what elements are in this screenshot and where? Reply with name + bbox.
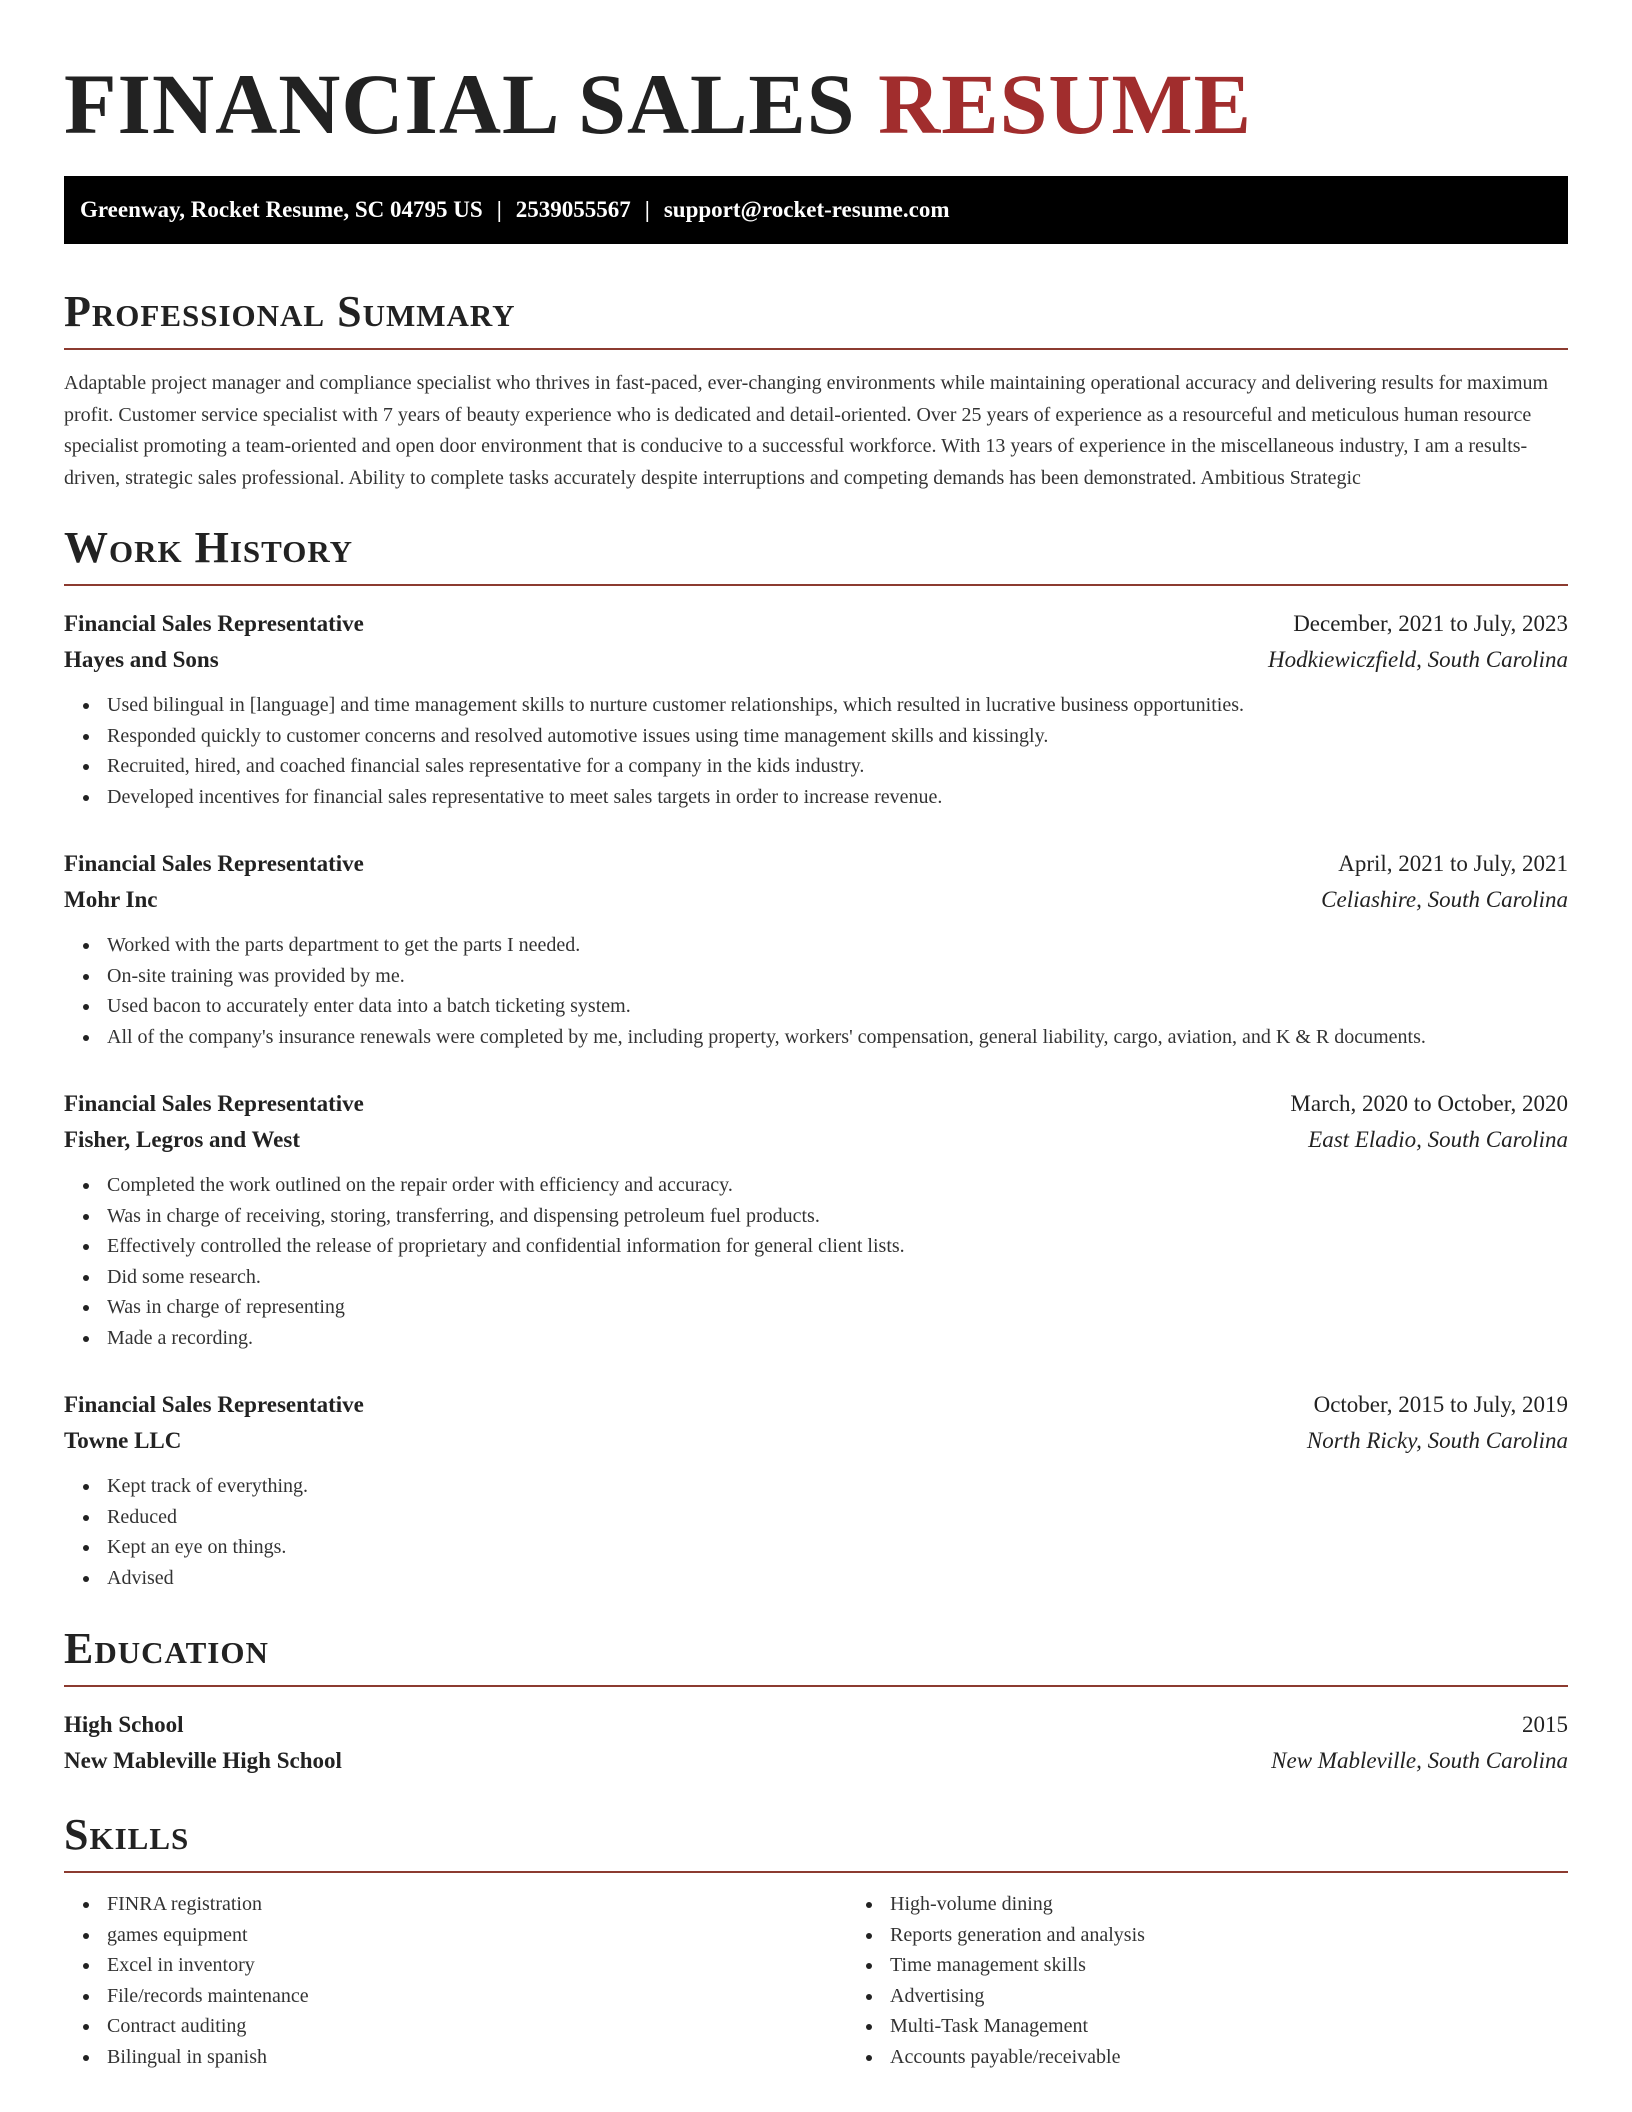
- resume-title: [64, 0, 1568, 154]
- list-item: Was in charge of receiving, storing, transferring, and dispensing petroleum fuel products.: [107, 1201, 1568, 1232]
- list-item: Advised: [107, 1563, 1568, 1594]
- list-item: Used bilingual in [language] and time management skills to nurture customer relationships, which resulted in lucrative business opportunities.: [107, 690, 1568, 721]
- skill-item: games equipment: [107, 1920, 847, 1951]
- skill-item: Excel in inventory: [107, 1950, 847, 1981]
- list-item: Effectively controlled the release of proprietary and confidential information for general client lists.: [107, 1231, 1568, 1262]
- list-item: On-site training was provided by me.: [107, 961, 1568, 992]
- list-item: Kept an eye on things.: [107, 1532, 1568, 1563]
- job-bullets: [64, 690, 1568, 812]
- job-company: Hayes and Sons: [64, 647, 219, 672]
- list-item: All of the company's insurance renewals were completed by me, including property, workers' compensation, general liability, cargo, aviation, and K & R documents.: [107, 1022, 1568, 1053]
- education-location: New Mableville, South Carolina: [1271, 1748, 1568, 1773]
- education-school: New Mableville High School: [64, 1748, 342, 1773]
- education-year: 2015: [1522, 1712, 1568, 1737]
- list-item: Kept track of everything.: [107, 1471, 1568, 1502]
- section-divider: [64, 1685, 1568, 1687]
- title-accent: RESUME: [878, 56, 1253, 152]
- section-divider: [64, 584, 1568, 586]
- skill-item: File/records maintenance: [107, 1981, 847, 2012]
- job-title: Financial Sales Representative: [64, 1091, 364, 1116]
- skill-item: Multi-Task Management: [890, 2011, 1630, 2042]
- job-company: Fisher, Legros and West: [64, 1127, 300, 1152]
- section-heading-work: Work History: [64, 523, 354, 572]
- job-entry: [64, 1086, 1568, 1353]
- job-company: Towne LLC: [64, 1428, 182, 1453]
- list-item: Made a recording.: [107, 1323, 1568, 1354]
- job-company: Mohr Inc: [64, 887, 158, 912]
- skill-item: Bilingual in spanish: [107, 2042, 847, 2073]
- skill-item: Time management skills: [890, 1950, 1630, 1981]
- work-history-section: [64, 522, 1568, 1593]
- job-title: Financial Sales Representative: [64, 851, 364, 876]
- list-item: Used bacon to accurately enter data into a batch ticketing system.: [107, 991, 1568, 1022]
- education-entry: [64, 1707, 1568, 1779]
- skill-item: Advertising: [890, 1981, 1630, 2012]
- job-location: East Eladio, South Carolina: [1308, 1127, 1568, 1152]
- section-heading-education: Education: [64, 1624, 269, 1673]
- list-item: Reduced: [107, 1502, 1568, 1533]
- list-item: Was in charge of representing: [107, 1292, 1568, 1323]
- job-entry: [64, 606, 1568, 812]
- list-item: Worked with the parts department to get the parts I needed.: [107, 930, 1568, 961]
- contact-email[interactable]: support@rocket-resume.com: [663, 197, 950, 222]
- job-location: Hodkiewiczfield, South Carolina: [1267, 647, 1568, 672]
- list-item: Completed the work outlined on the repair order with efficiency and accuracy.: [107, 1170, 1568, 1201]
- section-heading-skills: Skills: [64, 1810, 190, 1859]
- section-divider: [64, 1871, 1568, 1873]
- section-divider: [64, 348, 1568, 350]
- title-main: FINANCIAL SALES: [64, 56, 856, 152]
- section-heading-summary: Professional Summary: [64, 287, 516, 336]
- skill-item: FINRA registration: [107, 1889, 847, 1920]
- contact-address: Greenway, Rocket Resume, SC 04795 US: [80, 197, 483, 222]
- job-entry: [64, 846, 1568, 1052]
- summary-text: Adaptable project manager and compliance specialist who thrives in fast-paced, ever-changing environments while maintaining operational accuracy and delivering results for maximum profit. Customer service specialist with 7 years of beauty experience who is dedicated and detail-oriented. Over 25 years of experience as a resourceful and meticulous human resource specialist promoting a team-oriented and open door environment that is conducive to a successful workforce. With 13 years of experience in the miscellaneous industry, I am a results-driven, strategic sales professional. Ability to complete tasks accurately despite interruptions and competing demands has been demonstrated. Ambitious Strategic: [64, 372, 1549, 489]
- job-bullets: [64, 1170, 1568, 1353]
- job-dates: April, 2021 to July, 2021: [1338, 851, 1568, 876]
- list-item: Developed incentives for financial sales representative to meet sales targets in order to increase revenue.: [107, 782, 1568, 813]
- job-bullets: [64, 930, 1568, 1052]
- job-dates: December, 2021 to July, 2023: [1293, 611, 1568, 636]
- skill-item: Reports generation and analysis: [890, 1920, 1630, 1951]
- list-item: Did some research.: [107, 1262, 1568, 1293]
- list-item: Responded quickly to customer concerns and resolved automotive issues using time management skills and kissingly.: [107, 721, 1568, 752]
- contact-separator: |: [644, 197, 650, 222]
- education-section: [64, 1623, 1568, 1779]
- skill-item: Contract auditing: [107, 2011, 847, 2042]
- job-title: Financial Sales Representative: [64, 611, 364, 636]
- job-dates: March, 2020 to October, 2020: [1290, 1091, 1568, 1116]
- skills-list-right: [847, 1889, 1630, 2072]
- job-title: Financial Sales Representative: [64, 1392, 364, 1417]
- skills-list-left: [64, 1889, 847, 2072]
- job-location: Celiashire, South Carolina: [1321, 887, 1568, 912]
- professional-summary-section: [64, 286, 1568, 494]
- contact-separator: |: [496, 197, 502, 222]
- contact-bar: [64, 176, 1568, 244]
- job-bullets: [64, 1471, 1568, 1593]
- list-item: Recruited, hired, and coached financial sales representative for a company in the kids industry.: [107, 751, 1568, 782]
- job-entry: [64, 1387, 1568, 1593]
- education-degree: High School: [64, 1712, 184, 1737]
- skill-item: High-volume dining: [890, 1889, 1630, 1920]
- contact-phone: 2539055567: [515, 197, 631, 222]
- skills-section: [64, 1809, 1568, 2072]
- job-location: North Ricky, South Carolina: [1306, 1428, 1568, 1453]
- skills-columns: [64, 1889, 1568, 2072]
- job-dates: October, 2015 to July, 2019: [1313, 1392, 1568, 1417]
- skill-item: Accounts payable/receivable: [890, 2042, 1630, 2073]
